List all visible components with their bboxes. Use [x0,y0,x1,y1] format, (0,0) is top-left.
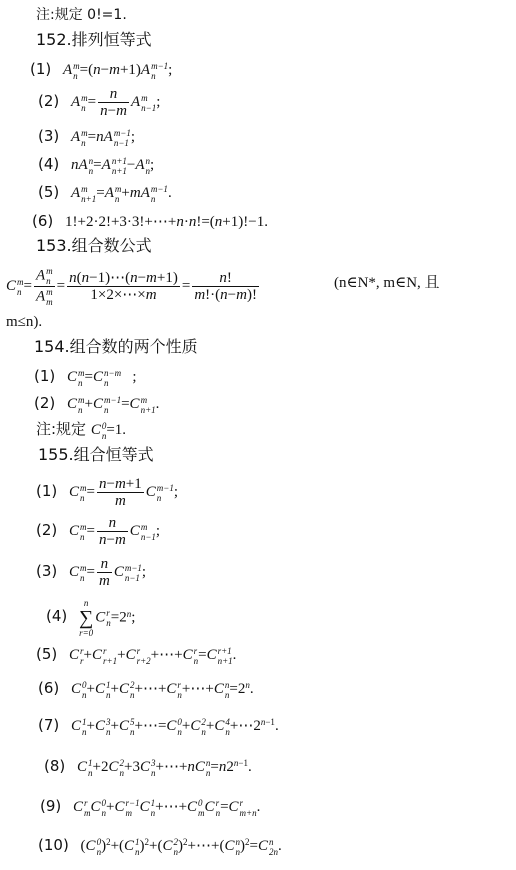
formula-155-7: (7) C 1 n +C 3 n +C 5 n +⋯=C 0 n +C 2 n +C 4 n $+\cdots 2^{n-1}$. [38,716,279,737]
item-label: (3) [38,127,60,145]
formula-155-3: (3) C m n = $\frac{n}{m}$ C m−1 n−1 ; [36,556,147,589]
section-153-title: 153.组合数公式 [36,236,152,255]
item-label: (1) [36,481,58,500]
item-label: (10) [38,836,69,854]
formula-153: C m n = A m n A m m = $\frac{n(n-1)\cdots(n-m+1)}{1\times 2\times\cdots\times m}$ = $\frac{n!}{m!\cdot(n-m)!}$ [6,266,257,307]
item-label: (1) [34,367,56,385]
item-label: (3) [36,561,58,580]
formula-155-6: (6) C 0 n +C 1 n +C 2 n +⋯+C r n +⋯+C n n $=2^n$. [38,679,254,700]
formula-155-4: (4) n ∑ r=0 C r n $=2^n$; [46,598,136,638]
formula-152-6: (6) 1!+2·2!+3·3!+⋯+n·n!=(n+1)!−1. [32,212,268,230]
item-label: (1) [30,60,52,78]
formula-152-2: (2) A m n = $\frac{n}{n-m}$ A m n−1 ; [38,86,161,119]
formula-155-1: (1) C m n = $\frac{n-m+1}{m}$ C m−1 n ; [36,476,179,509]
formula-152-1: (1) A m n =(n−m+1)A m−1 n ; [30,60,173,81]
item-label: (2) [36,520,58,539]
item-label: (4) [38,155,60,173]
formula-154-2: (2) C m n +C m−1 n =C m n+1 . [34,394,160,415]
item-label: (6) [38,679,60,697]
item-label: (5) [36,645,58,663]
formula-152-3: (3) A m n =nA m−1 n−1 ; [38,127,136,148]
note-zero-factorial: 注:规定 0!=1. [36,7,127,23]
item-label: (5) [38,183,60,201]
item-label: (6) [32,212,54,230]
formula-155-8: (8) C 1 n +2C 2 n +3C 3 n +⋯+nC n n $=n2^{n-1}$. [44,757,252,778]
formula-155-9: (9) C r m C 0 n +C r−1 m C 1 n +⋯+C 0 m C r n =C r m+n . [40,797,261,818]
section-154-title: 154.组合数的两个性质 [34,337,198,356]
formula-152-4: (4) nA n n =A n+1 n+1 −A n n ; [38,155,155,176]
formula-153-condition-cont: m≤n). [6,314,43,330]
item-label: (8) [44,757,66,775]
section-155-title: 155.组合恒等式 [38,445,154,464]
section-152-title: 152.排列恒等式 [36,30,152,49]
formula-155-2: (2) C m n = $\frac{n}{n-m}$ C m n−1 ; [36,515,161,548]
item-label: (2) [34,394,56,412]
formula-155-10: (10) (C 0 n )$^2$+(C 1 n )$^2$+(C 2 n )$^2$+⋯+(C n n )$^2$=C n 2n . [38,836,282,857]
formula-153-condition: (n∈N*, m∈N, 且 [334,275,440,291]
item-label: (4) [46,607,68,626]
item-label: (2) [38,91,60,110]
formula-155-5: (5) C r r +C r r+1 +C r r+2 +⋯+C r n =C r+1 n+1 . [36,645,237,666]
item-label: (9) [40,797,62,815]
formula-152-5: (5) A m n+1 =A m n +mA m−1 n . [38,183,172,204]
formula-154-1: (1) C m n =C n−m n ; [34,367,137,388]
item-label: (7) [38,716,60,734]
note-c-n-zero: 注:规定 C 0 n =1. [36,420,127,441]
